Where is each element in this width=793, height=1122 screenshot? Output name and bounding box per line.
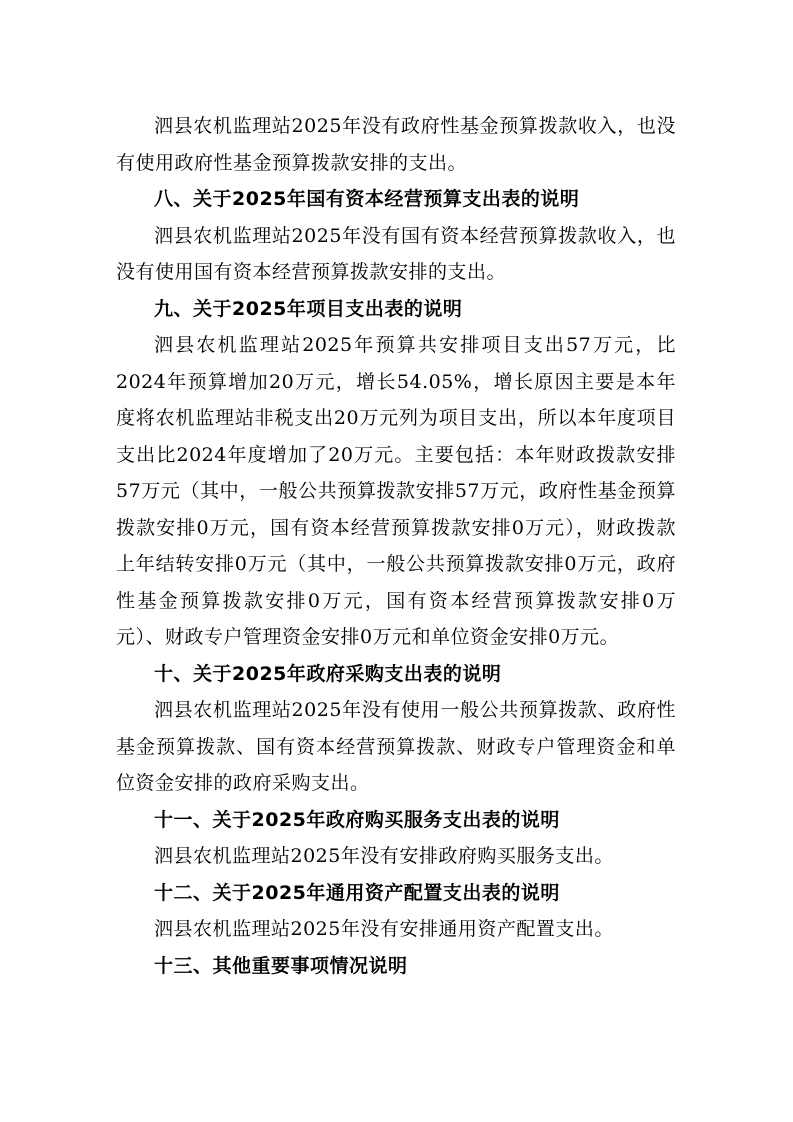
heading-10-gov-procurement: 十、关于2025年政府采购支出表的说明 bbox=[154, 662, 502, 685]
heading-13-other-matters: 十三、其他重要事项情况说明 bbox=[154, 954, 408, 977]
heading-12-asset-config: 十二、关于2025年通用资产配置支出表的说明 bbox=[154, 881, 560, 904]
heading-9-project-expenditure: 九、关于2025年项目支出表的说明 bbox=[154, 297, 463, 320]
heading-8-state-capital: 八、关于2025年国有资本经营预算支出表的说明 bbox=[154, 188, 580, 210]
paragraph-govfund-none: 泗县农机监理站2025年没有政府性基金预算拨款收入，也没有使用政府性基金预算拨款安排的支出。 bbox=[116, 115, 676, 174]
paragraph-asset-config: 泗县农机监理站2025年没有安排通用资产配置支出。 bbox=[154, 918, 614, 940]
paragraph-gov-services: 泗县农机监理站2025年没有安排政府购买服务支出。 bbox=[154, 845, 614, 867]
paragraph-project-expenditure: 泗县农机监理站2025年预算共安排项目支出57万元，比2024年预算增加20万元，增长54.05%，增长原因主要是本年度将农机监理站非税支出20万元列为项目支出，所以本年度项目支出比2024年度增加了20万元。主要包括：本年财政拨款安排57万元（其中，一般公共预算拨款安排57万元，政府性基金预算拨款安排0万元，国有资本经营预算拨款安排0万元），财政拨款上年结转安排0万元（其中，一般公共预算拨款安排0万元，政府性基金预算拨款安排0万元，国有资本经营预算拨款安排0万元）、财政专户管理资金安排0万元和单位资金安排0万元。 bbox=[116, 334, 676, 648]
heading-11-gov-services: 十一、关于2025年政府购买服务支出表的说明 bbox=[154, 808, 560, 831]
paragraph-state-capital-none: 泗县农机监理站2025年没有国有资本经营预算拨款收入，也没有使用国有资本经营预算拨款安排的支出。 bbox=[116, 224, 676, 283]
document-page bbox=[116, 108, 676, 984]
paragraph-gov-procurement: 泗县农机监理站2025年没有使用一般公共预算拨款、政府性基金预算拨款、国有资本经营预算拨款、财政专户管理资金和单位资金安排的政府采购支出。 bbox=[116, 699, 676, 794]
